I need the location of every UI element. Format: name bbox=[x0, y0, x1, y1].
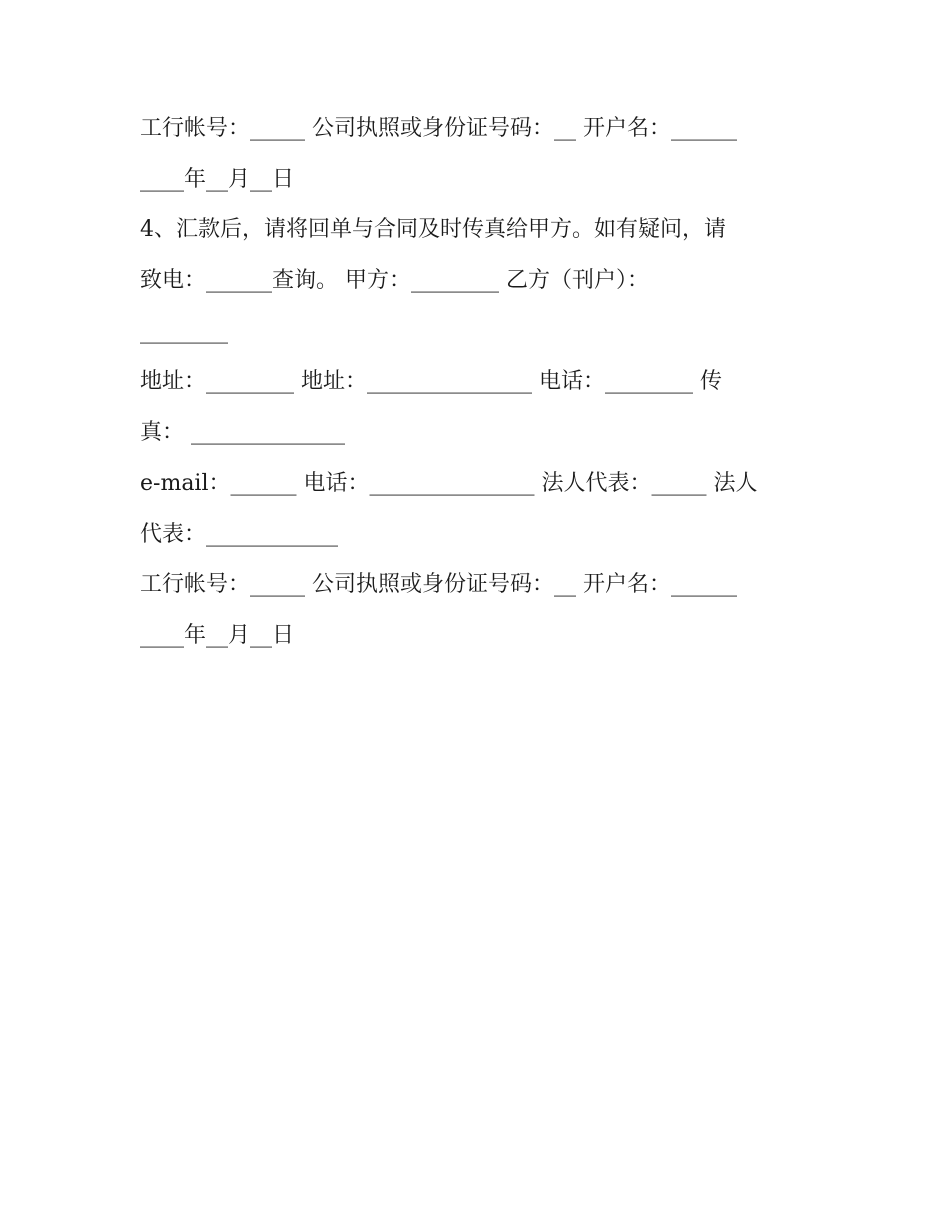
text-line-representative: 代表：____________ bbox=[140, 521, 339, 547]
text-line-date: ____年__月__日 bbox=[140, 166, 295, 192]
text-line-bank-account: 工行帐号：_____ 公司执照或身份证号码：__ 开户名：______ bbox=[140, 116, 737, 141]
text-line-bank-account-2: 工行帐号：_____ 公司执照或身份证号码：__ 开户名：______ bbox=[140, 572, 737, 598]
text-line-blank: ________ bbox=[140, 318, 228, 344]
document-body bbox=[140, 104, 820, 662]
text-line-email-representative: e-mail：______ 电话：_______________ 法人代表：_____ 法人 bbox=[140, 470, 758, 496]
text-line-date-2: ____年__月__日 bbox=[140, 622, 295, 648]
text-line-address-phone: 地址：________ 地址：_______________ 电话：________ 传 bbox=[140, 369, 722, 395]
text-line-fax: 真： ______________ bbox=[140, 420, 345, 446]
text-line-contact-parties: 致电：______查询。 甲方：________ 乙方（刊户）： bbox=[140, 268, 649, 294]
text-line-remittance-note: 4、汇款后，请将回单与合同及时传真给甲方。如有疑问，请 bbox=[140, 217, 726, 243]
